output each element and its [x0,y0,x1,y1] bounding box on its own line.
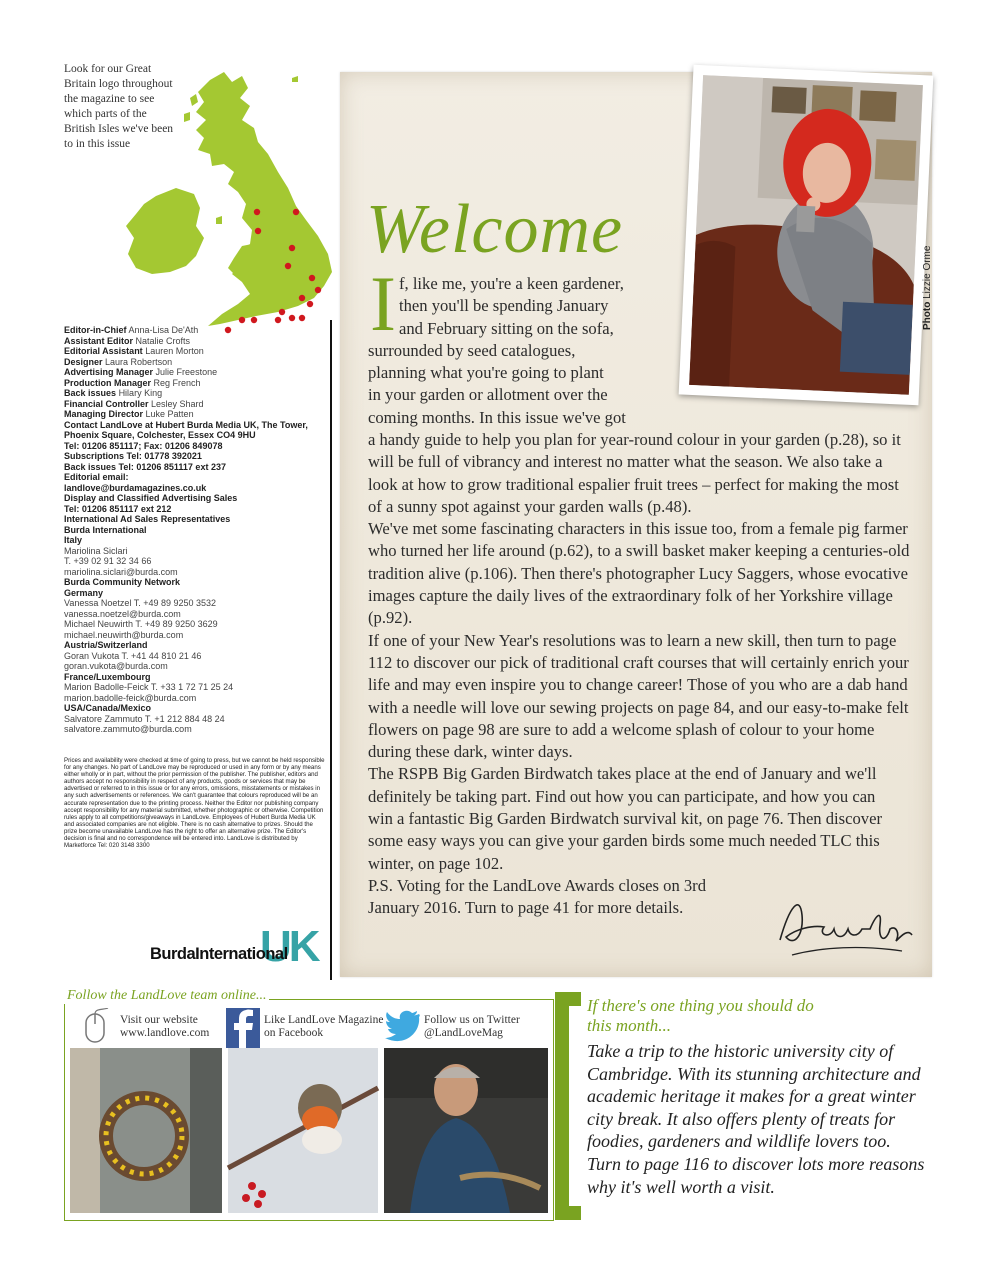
region-usa-canada-mexico: USA/Canada/Mexico [64,703,152,713]
contact-line: Vanessa Noetzel T. +49 89 9250 3532 [64,598,217,608]
region-austria-switzerland: Austria/Switzerland [64,640,148,650]
intro-line: planning what you're going to plant [368,363,604,383]
contact-address: Contact LandLove at Hubert Burda Media UK, The Tower, Phoenix Square, Colchester, Essex CO4 9HU [64,419,308,440]
contact-line: Michael Neuwirth T. +49 89 9250 3629 [64,619,218,629]
credit-row: Advertising Manager Julie Freestone [64,367,218,377]
contact-email[interactable]: michael.neuwirth@burda.com [64,629,184,640]
tip-title: If there's one thing you should do this month... [587,996,814,1035]
burda-international-logo-text: BurdaInternational [150,945,288,963]
ireland-shape [126,188,204,274]
ad-sales-label: Display and Classified Advertising Sales [64,493,238,503]
wreath-photo [70,1048,222,1213]
region-germany: Germany [64,587,104,598]
welcome-intro-lines [368,273,673,429]
editorial-email-label: Editorial email: [64,472,129,482]
contact-phone: Tel: 01206 851117; Fax: 01206 849078 [64,440,223,451]
intro-line: in your garden or allotment over the [368,385,608,405]
region-community-network: Burda Community Network [64,577,181,587]
burda-international-label: Burda International [64,524,147,535]
credit-row: Financial Controller Lesley Shard [64,398,204,409]
mouse-icon [78,1008,112,1048]
contact-email[interactable]: vanessa.noetzel@burda.com [64,608,181,619]
welcome-paragraph: The RSPB Big Garden Birdwatch takes place at the end of January and we'll definitely be taking part. Find out how you can participate, and how you can win a fantastic Big Garden Birdwatch survival kit, on page 76. Then discover some easy ways you can give your garden birds some much needed TLC this winter, on page 102. [368,764,882,873]
legal-disclaimer: Prices and availability were checked at time of going to press, but we cannot be held responsible for any changes. No part of LandLove may be reproduced or used in any form or by any means either wholly or in part, without the prior permission of the publisher. The publisher, editors and authors accept no responsibility in respect of any products, goods or services that may be advertised or referred to in this issue or for any errors, omissions, misstatements or mistakes in any such advertisements or references. We can't guarantee that colours reproduced will be an accurate representation due to the printing process. Neither the Editor nor publishing company accept responsibility for any material submitted, whether photographic or otherwise. Competition rules apply to all competitions/giveaways in LandLove. Employees of Hubert Burda Media UK and associated companies are not eligible. There is no cash alternative to prizes. Should the prize become unavailable LandLove has the right to offer an alternative prize. The Editor's decision is final and no correspondence will be entered into. LandLove is distributed by Marketforce Tel: 020 3148 3300 [64,757,325,850]
credit-row: Back issues Hilary King [64,388,163,398]
credit-row: Designer Laura Robertson [64,356,173,367]
follow-title: Follow the LandLove team online... [64,988,269,1004]
contact-email[interactable]: marion.badolle-feick@burda.com [64,692,197,703]
intro-line: and February sitting on the sofa, [399,318,614,338]
postscript-line: P.S. Voting for the LandLove Awards closes on 3rd [368,875,707,895]
contact-line: Goran Vukota T. +41 44 810 21 46 [64,650,202,661]
region-italy: Italy [64,535,83,545]
welcome-body [368,429,916,920]
postscript-line: January 2016. Turn to page 41 for more details. [368,898,684,918]
ad-sales-phone: Tel: 01206 851117 ext 212 [64,503,172,514]
contact-email[interactable]: goran.vukota@burda.com [64,661,168,671]
contact-email[interactable]: salvatore.zammuto@burda.com [64,724,192,734]
credit-row: Editorial Assistant Lauren Morton [64,346,204,356]
welcome-paragraph: If one of your New Year's resolutions was to learn a new skill, then turn to page 112 to discover our pick of traditional craft courses that will certainly enrich your life and may even inspire you to change career! Those of you who are a dab hand with a needle will love our sewing projects on page 84, and our easy-to-make felt flowers on page 98 are sure to add a welcome splash of colour to your home during these dark, winter days. [368,630,909,762]
credit-row: Production Manager Reg French [64,377,201,388]
editor-signature [772,885,922,965]
burda-uk-logo-text: UK [260,922,318,971]
credit-row: Assistant Editor Natalie Crofts [64,335,191,346]
contact-line: Marion Badolle-Feick T. +33 1 72 71 25 24 [64,682,234,692]
intro-line: f, like me, you're a keen gardener, [399,274,624,293]
welcome-paragraph: a handy guide to help you plan for year-round colour in your garden (p.28), so it will be full of vibrancy and interest no matter what the season. We also take a look at how to grow traditional espalier fruit trees – perfect for making the most of a sunny spot against your garden walls (p.48). [368,430,901,516]
twitter-link[interactable]: Follow us on Twitter @LandLoveMag [424,1014,520,1039]
intro-line: coming months. In this issue we've got [368,407,626,427]
credit-row: Editor-in-Chief Anna-Lisa De'Ath [64,325,199,335]
editor-photo [679,65,934,406]
facebook-icon[interactable] [226,1008,260,1048]
photo-credit: Photo Lizzie Orme [922,245,933,330]
back-issues-phone: Back issues Tel: 01206 851117 ext 237 [64,461,226,472]
intro-line: then you'll be spending January [399,296,609,316]
contact-line: T. +39 02 91 32 34 66 [64,556,152,566]
contact-line: Salvatore Zammuto T. +1 212 884 48 24 [64,713,225,724]
great-britain-map-icon [92,68,372,340]
subscriptions-phone: Subscriptions Tel: 01778 392021 [64,451,202,461]
map-intro-text: Look for our Great Britain logo throughout the magazine to see which parts of the British Isles we've been to in this issue [64,63,174,150]
column-divider [330,320,332,980]
follow-thumbnails [70,1048,548,1213]
region-france-luxembourg: France/Luxembourg [64,671,151,682]
contact-line: Mariolina Siclari [64,545,128,556]
craftsman-photo [384,1048,548,1213]
robin-photo [228,1048,378,1213]
editorial-email[interactable]: landlove@burdamagazines.co.uk [64,482,207,493]
tip-bracket-icon [555,992,581,1220]
credit-row: Managing Director Luke Patten [64,409,194,419]
editor-photo-image [689,75,923,395]
staff-credits [64,325,326,735]
website-link[interactable]: Visit our website www.landlove.com [120,1014,210,1039]
intl-sales-label: International Ad Sales Representatives [64,514,231,524]
welcome-paragraph: We've met some fascinating characters in this issue too, from a female pig farmer who turned her life around (p.62), to a swill basket maker keeping a centuries-old tradition alive (p.106). Then there's photographer Lucy Saggers, whose evocative images capture the daily lives of the extraordinary folk of her Yorkshire village (p.92). [368,519,910,628]
facebook-link[interactable]: Like LandLove Magazine on Facebook [264,1014,384,1039]
twitter-icon[interactable] [385,1008,421,1042]
intro-line: surrounded by seed catalogues, [368,340,576,360]
contact-email[interactable]: mariolina.siclari@burda.com [64,566,178,577]
tip-text: Take a trip to the historic university city of Cambridge. With its stunning architecture and academic heritage it makes for a great winter city break. It also offers plenty of treats for foodies, gardeners and wildlife lovers too. Turn to page 116 to discover lots more reasons why it's well worth a visit. [587,1041,925,1197]
welcome-heading: Welcome [366,191,624,268]
drop-cap: I [370,260,396,347]
great-britain-shape [196,72,332,326]
